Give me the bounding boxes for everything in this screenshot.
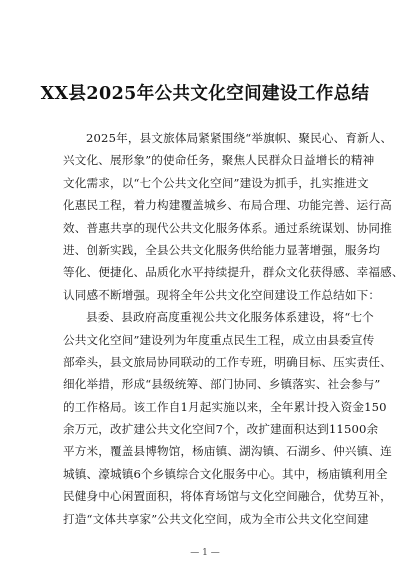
document-body bbox=[63, 127, 404, 530]
text-line: 公共文化空间”建设列为年度重点民生工程，成立由县委宣传 bbox=[63, 332, 375, 347]
text-line: 文化需求，以“七个公共文化空间”建设为抓手，扎实推进文 bbox=[63, 175, 369, 190]
text-line: 进、创新实践，全县公共文化服务供给能力显著增强，服务均 bbox=[63, 242, 381, 257]
text-line: 认同感不断增强。现将全年公共文化空间建设工作总结如下： bbox=[63, 287, 381, 302]
text-line: 细化举措，形成“县级统筹、部门协同、乡镇落实、社会参与” bbox=[63, 377, 381, 392]
text-line: 2025年，县文旅体局紧紧围绕“举旗帜、聚民心、育新人、 bbox=[86, 131, 393, 145]
text-line: 的工作格局。该工作自1月起实施以来，全年累计投入资金150 bbox=[63, 399, 387, 414]
text-line: 城镇、濠城镇6个乡镇综合文化服务中心。其中，杨庙镇利用全 bbox=[63, 466, 388, 481]
text-line: 民健身中心闲置面积，将体育场馆与文化空间融合，优势互补， bbox=[63, 489, 392, 504]
text-line: 平方米，覆盖县博物馆，杨庙镇、湖沟镇、石湖乡、仲兴镇、连 bbox=[63, 444, 392, 459]
document-title: XX县2025年公共文化空间建设工作总结 bbox=[40, 84, 370, 104]
text-line: 兴文化、展形象”的使命任务，聚焦人民群众日益增长的精神 bbox=[63, 153, 375, 168]
text-line: 部牵头，县文旅局协同联动的工作专班，明确目标、压实责任、 bbox=[63, 354, 392, 369]
text-line: 效、普惠共享的现代公共文化服务体系。通过系统谋划、协同推 bbox=[63, 220, 392, 235]
text-line: 打造“文体共享家”公共文化空间，成为全市公共文化空间建 bbox=[63, 511, 369, 526]
text-line: 化惠民工程，着力构建覆盖城乡、布局合理、功能完善、运行高 bbox=[63, 198, 392, 213]
text-line: 余万元，改扩建公共文化空间7个，改扩建面积达到11500余 bbox=[63, 422, 379, 437]
text-line: 等化、便捷化、品质化水平持续提升，群众文化获得感、幸福感、 bbox=[63, 265, 404, 280]
text-line: 县委、县政府高度重视公共文化服务体系建设，将“七个 bbox=[86, 310, 374, 325]
page-number: — 1 — bbox=[190, 548, 220, 558]
